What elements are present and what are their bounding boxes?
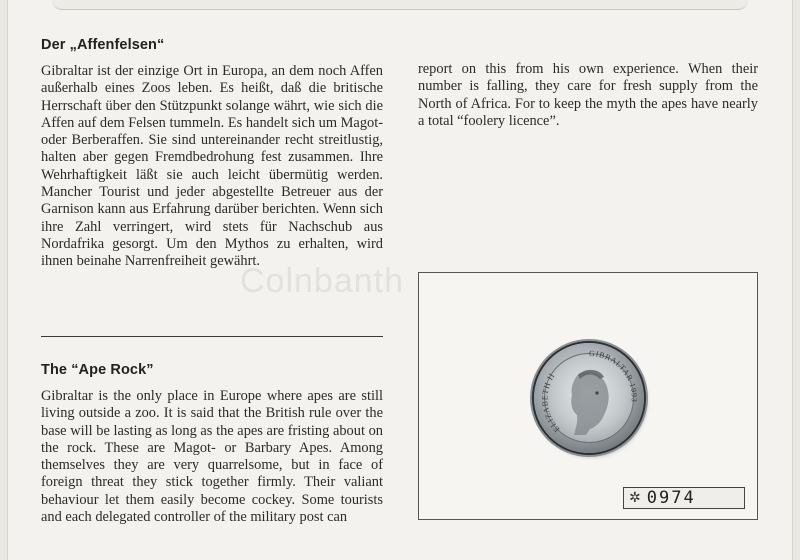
envelope-flap bbox=[52, 0, 748, 10]
serial-number: 0974 bbox=[646, 488, 696, 508]
english-text-part2: report on this from his own experience. When their number is falling, they care for fresh supply from the North of Africa. For to keep the myth the apes have nearly a total “foolery licence”. bbox=[418, 61, 758, 129]
english-text-part1: Gibraltar is the only place in Europe where apes are still living outside a zoo. It is said that the British rule over the base will be lasting as long as the apes are fristing about on the rock. These are Magot- or Barbary Apes. Among themselves they are very quarrelsome, but in face of foreign threat they stick together firmly. Their valiant behaviour let them easily become cockey. Some tourists and each delegated controller of the military post can bbox=[41, 388, 383, 526]
serial-number-box bbox=[623, 487, 745, 509]
coin-legend-left: ELIZABETH II bbox=[540, 371, 562, 434]
coin-legend-right: GIBRALTAR 1993 bbox=[588, 348, 639, 403]
english-section bbox=[41, 362, 383, 548]
german-section bbox=[41, 37, 383, 318]
german-heading: Der „Affenfelsen“ bbox=[41, 37, 165, 53]
right-column bbox=[418, 61, 758, 130]
svg-text:ELIZABETH II bbox=[540, 371, 561, 434]
english-heading: The “Ape Rock” bbox=[41, 362, 154, 378]
serial-star-icon: ✲ bbox=[629, 490, 641, 506]
envelope-left-edge bbox=[0, 0, 8, 560]
watermark-text: Colnbanth bbox=[240, 262, 405, 300]
coin-legend-svg bbox=[534, 343, 644, 453]
german-text: Gibraltar ist der einzige Ort in Europa, an dem noch Affen außerhalb eines Zoos leben. Es heißt, daß die britische Herrschaft über den Stützpunkt solange währt, wie sich die Affen auf dem Felsen tummeln. Es handelt sich um Magot- oder Berberaffen. Sie sind untereinander recht streitlustig, halten aber gegen Fremdbedrohung fest zusammen. Ihre Wehrhaftigkeit läßt sie auch leicht übermütig werden. Mancher Tourist und jeder abgestellte Betreuer aus der Garnison kann aus Erfahrung darüber berichten. Wenn sich ihre Zahl verringert, wird stets für Nachschub aus Nordafrika gesorgt. Um den Mythos zu erhalten, wird ihnen beinahe Narrenfreiheit gewährt. bbox=[41, 63, 383, 270]
left-column bbox=[41, 37, 383, 548]
coin-frame bbox=[418, 272, 758, 520]
envelope-right-edge bbox=[792, 0, 800, 560]
section-divider bbox=[41, 336, 383, 337]
coin-image bbox=[534, 343, 644, 453]
queen-portrait-icon bbox=[571, 370, 608, 435]
